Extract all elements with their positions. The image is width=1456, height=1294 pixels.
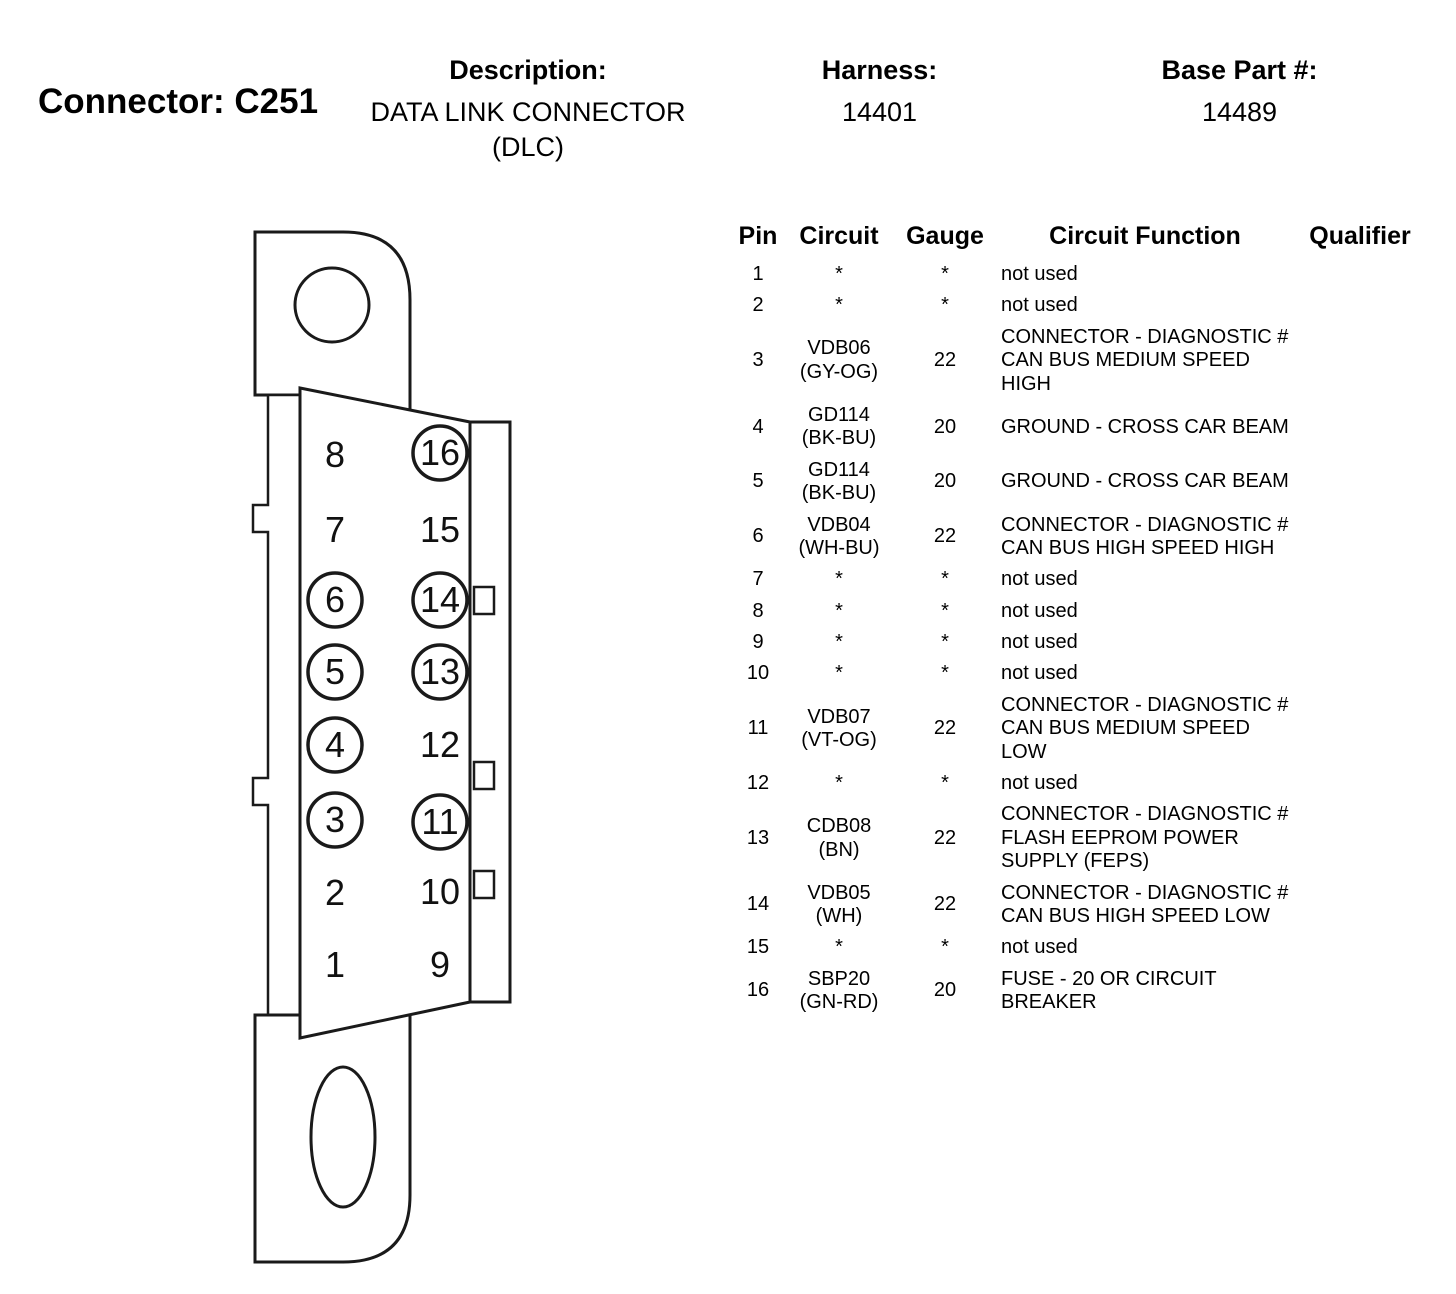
gauge-cell: *	[941, 294, 949, 317]
latch-window	[474, 871, 494, 898]
latch-window	[474, 762, 494, 789]
header-circuit: Circuit	[799, 222, 879, 250]
gauge-cell: 22	[933, 525, 957, 548]
circuit-id: VDB06	[807, 337, 871, 360]
function-cell: not used	[1001, 568, 1078, 591]
gauge-cell: *	[941, 772, 949, 795]
pin-cell: 7	[752, 568, 764, 591]
gauge-cell: 20	[933, 979, 957, 1002]
function-cell: GROUND - CROSS CAR BEAM	[1001, 415, 1289, 438]
function-cell: GROUND - CROSS CAR BEAM	[1001, 470, 1289, 493]
function-cell: CONNECTOR - DIAGNOSTIC # CAN BUS MEDIUM SPEED LOW	[1001, 693, 1289, 763]
gauge-cell: 22	[933, 717, 957, 740]
pin-label-2: 2	[324, 872, 346, 913]
table-row	[733, 322, 1425, 400]
function-cell: not used	[1001, 599, 1078, 622]
circuit-id: *	[835, 568, 843, 591]
circuit-id: VDB07	[807, 705, 871, 728]
qualifier-cell	[1295, 932, 1425, 963]
connector-title: Connector: C251	[38, 82, 319, 121]
qualifier-cell	[1295, 259, 1425, 290]
pin-label-3: 3	[324, 799, 346, 840]
table-row	[733, 596, 1425, 627]
circuit-id: GD114	[808, 458, 870, 481]
gauge-cell: *	[941, 936, 949, 959]
pin-label-5: 5	[324, 651, 346, 692]
circuit-id: CDB08	[806, 815, 872, 838]
base-part-label: Base Part #:	[1161, 55, 1318, 85]
pin-cell: 13	[746, 826, 770, 849]
circuit-id: VDB04	[807, 513, 871, 536]
gauge-cell: *	[941, 599, 949, 622]
gauge-cell: 20	[933, 470, 957, 493]
table-row	[733, 290, 1425, 321]
pin-cell: 6	[752, 525, 764, 548]
circuit-color: (GY-OG)	[799, 360, 879, 383]
circuit-id: *	[835, 263, 843, 285]
connector-drawing	[240, 225, 520, 1265]
circuit-cell	[783, 400, 895, 455]
table-row	[733, 964, 1425, 1019]
pin-cell: 4	[752, 415, 764, 438]
circuit-cell	[783, 690, 895, 768]
table-row	[733, 627, 1425, 658]
pin-cell: 8	[752, 599, 764, 622]
pin-cell: 1	[752, 263, 764, 285]
qualifier-cell	[1295, 455, 1425, 510]
function-cell: CONNECTOR - DIAGNOSTIC # FLASH EEPROM POWER SUPPLY (FEPS)	[1001, 803, 1289, 873]
description-block	[348, 55, 708, 165]
table-row	[733, 400, 1425, 455]
circuit-cell	[783, 455, 895, 510]
pin-cell: 12	[746, 772, 770, 795]
function-cell: CONNECTOR - DIAGNOSTIC # CAN BUS HIGH SPEED LOW	[1001, 881, 1289, 927]
pin-label-16: 16	[419, 432, 461, 473]
pin-label-12: 12	[419, 724, 461, 765]
circuit-color: (WH-BU)	[798, 536, 880, 559]
table-row	[733, 799, 1425, 877]
pin-label-15: 15	[419, 509, 461, 550]
circuit-cell	[783, 799, 895, 877]
circuit-id: *	[835, 936, 843, 959]
description-label: Description:	[449, 55, 607, 85]
gauge-cell: *	[941, 263, 949, 285]
circuit-cell	[783, 627, 895, 658]
circuit-id: *	[835, 631, 843, 654]
pin-cell: 5	[752, 470, 764, 493]
connector-body	[300, 388, 470, 1038]
circuit-id: *	[835, 294, 843, 317]
qualifier-cell	[1295, 322, 1425, 400]
table-row	[733, 455, 1425, 510]
function-cell: CONNECTOR - DIAGNOSTIC # CAN BUS MEDIUM SPEED HIGH	[1001, 325, 1289, 395]
base-part-block	[1082, 55, 1397, 130]
circuit-id: GD114	[808, 403, 870, 426]
latch-window	[474, 587, 494, 614]
circuit-id: VDB05	[807, 881, 871, 904]
base-part-value: 14489	[1201, 97, 1278, 127]
qualifier-cell	[1295, 658, 1425, 689]
function-cell: not used	[1001, 263, 1078, 285]
description-line1: DATA LINK CONNECTOR	[370, 97, 686, 127]
circuit-color: (BK-BU)	[801, 427, 877, 450]
pin-cell: 10	[746, 662, 770, 685]
circuit-cell	[783, 964, 895, 1019]
pin-label-13: 13	[419, 651, 461, 692]
circuit-id: *	[835, 662, 843, 685]
qualifier-cell	[1295, 690, 1425, 768]
table-row	[733, 564, 1425, 595]
gauge-cell: 22	[933, 349, 957, 372]
circuit-color: (GN-RD)	[799, 991, 879, 1014]
function-cell: not used	[1001, 662, 1078, 685]
circuit-id: *	[835, 772, 843, 795]
qualifier-cell	[1295, 768, 1425, 799]
circuit-cell	[783, 768, 895, 799]
header-circuit-function: Circuit Function	[1049, 222, 1241, 250]
circuit-cell	[783, 290, 895, 321]
connector-side-rail	[470, 422, 510, 1002]
header-gauge: Gauge	[906, 222, 984, 250]
harness-block	[752, 55, 1007, 130]
pin-cell: 2	[752, 294, 764, 317]
gauge-cell: *	[941, 662, 949, 685]
circuit-cell	[783, 322, 895, 400]
gauge-cell: 22	[933, 893, 957, 916]
pin-label-8: 8	[324, 434, 346, 475]
circuit-cell	[783, 259, 895, 290]
table-row	[733, 510, 1425, 565]
gauge-cell: *	[941, 631, 949, 654]
harness-label: Harness:	[821, 55, 938, 85]
function-cell: CONNECTOR - DIAGNOSTIC # CAN BUS HIGH SPEED HIGH	[1001, 513, 1289, 559]
pin-label-1: 1	[324, 944, 346, 985]
qualifier-cell	[1295, 290, 1425, 321]
mounting-hole-oval	[311, 1067, 375, 1207]
pin-label-4: 4	[324, 724, 346, 765]
table-row	[733, 658, 1425, 689]
qualifier-cell	[1295, 627, 1425, 658]
circuit-cell	[783, 658, 895, 689]
description-value	[348, 95, 708, 165]
function-cell: not used	[1001, 294, 1078, 317]
circuit-cell	[783, 510, 895, 565]
bracket-mid-strip	[253, 395, 303, 1015]
qualifier-cell	[1295, 564, 1425, 595]
pin-cell: 9	[752, 631, 764, 654]
pin-label-7: 7	[324, 509, 346, 550]
pin-label-9: 9	[429, 944, 451, 985]
qualifier-cell	[1295, 964, 1425, 1019]
circuit-color: (BK-BU)	[801, 482, 877, 505]
pin-cell: 16	[746, 979, 770, 1002]
table-row	[733, 259, 1425, 290]
gauge-cell: 20	[933, 415, 957, 438]
function-cell: FUSE - 20 OR CIRCUIT BREAKER	[1001, 967, 1217, 1014]
qualifier-cell	[1295, 799, 1425, 877]
table-header-row	[733, 222, 1425, 259]
circuit-cell	[783, 596, 895, 627]
circuit-color: (VT-OG)	[801, 728, 877, 751]
gauge-cell: *	[941, 568, 949, 591]
header-qualifier: Qualifier	[1309, 222, 1411, 250]
pin-cell: 14	[746, 893, 770, 916]
circuit-id: SBP20	[807, 967, 871, 990]
table-row	[733, 690, 1425, 768]
circuit-cell	[783, 932, 895, 963]
pin-cell: 15	[746, 936, 770, 959]
function-cell: not used	[1001, 936, 1078, 959]
pin-label-14: 14	[419, 579, 461, 620]
circuit-color: (WH)	[815, 904, 863, 927]
qualifier-cell	[1295, 400, 1425, 455]
pin-label-10: 10	[419, 871, 461, 912]
circuit-id: *	[835, 599, 843, 622]
mounting-hole-round	[295, 268, 369, 342]
pin-label-6: 6	[324, 579, 346, 620]
description-line2: (DLC)	[492, 132, 564, 163]
qualifier-cell	[1295, 510, 1425, 565]
function-cell: not used	[1001, 631, 1078, 654]
function-cell: not used	[1001, 772, 1078, 795]
qualifier-cell	[1295, 596, 1425, 627]
circuit-cell	[783, 564, 895, 595]
pinout-table	[733, 222, 1425, 1019]
harness-value: 14401	[841, 97, 918, 127]
circuit-cell	[783, 878, 895, 933]
pin-cell: 3	[752, 349, 764, 372]
pin-cell: 11	[747, 717, 769, 740]
table-row	[733, 878, 1425, 933]
header-pin: Pin	[738, 222, 778, 250]
table-row	[733, 768, 1425, 799]
gauge-cell: 22	[933, 826, 957, 849]
circuit-color: (BN)	[818, 838, 860, 861]
qualifier-cell	[1295, 878, 1425, 933]
table-row	[733, 932, 1425, 963]
pin-label-11: 11	[421, 801, 459, 842]
